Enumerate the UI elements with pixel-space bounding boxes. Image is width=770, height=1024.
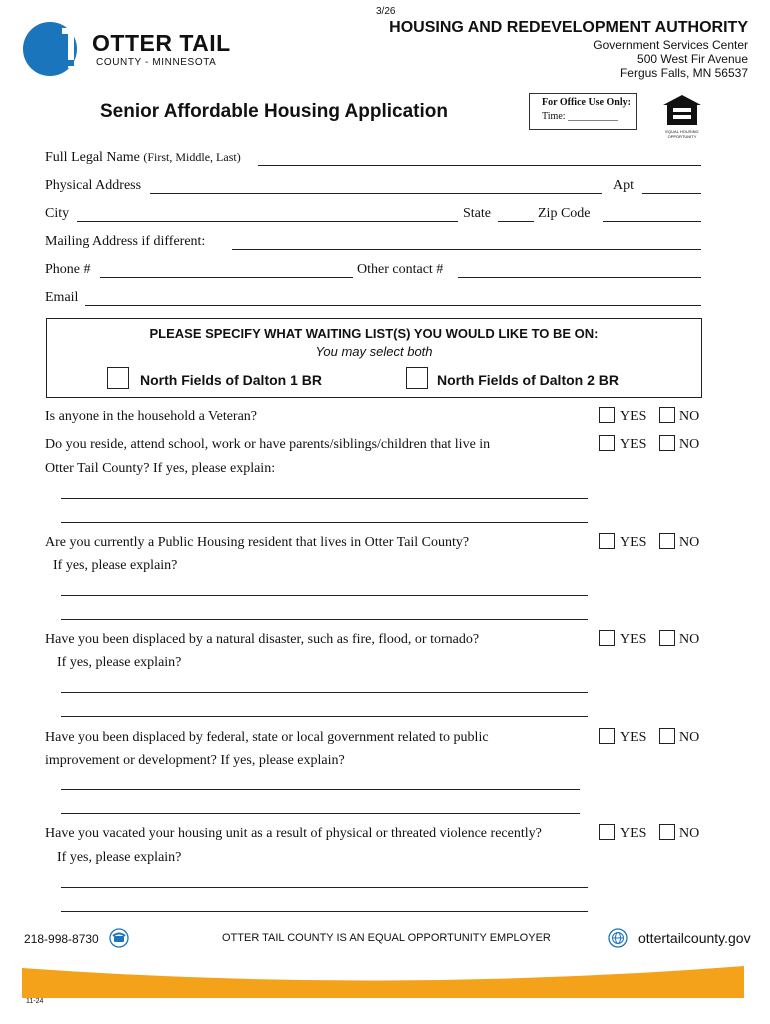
county-ties-yes-label: YES [620,437,647,452]
county-ties-question: Do you reside, attend school, work or have parents/siblings/children that live in [45,437,491,452]
logo-name: OTTER TAIL [92,30,231,56]
violence-question: Have you vacated your housing unit as a result of physical or threated violence recently? [45,826,542,841]
public-housing-yes-checkbox[interactable] [599,533,615,549]
violence-no-checkbox[interactable] [659,824,675,840]
page-title: Senior Affordable Housing Application [100,101,448,122]
violence-explain-prompt: If yes, please explain? [57,850,182,865]
zip-label: Zip Code [538,206,591,221]
zip-field[interactable] [603,221,701,222]
public-housing-explain-line-2[interactable] [61,619,588,620]
form-code: 11-24 [26,998,44,1005]
dalton-1br-checkbox[interactable] [107,367,129,389]
mailing-address-label: Mailing Address if different: [45,234,206,249]
government-displacement-explain-prompt: improvement or development? If yes, please explain? [45,753,345,768]
full-name-label [45,150,241,166]
page-code: 3/26 [376,6,396,17]
physical-address-field[interactable] [150,193,602,194]
footer-phone: 218-998-8730 [24,932,99,946]
equal-housing-text: EQUAL HOUSING OPPORTUNITY [665,129,699,139]
natural-disaster-explain-line-1[interactable] [61,692,588,693]
apt-field[interactable] [642,193,701,194]
veteran-no-label: NO [679,409,700,424]
phone-icon [109,928,129,948]
state-field[interactable] [498,221,534,222]
county-ties-explain-prompt: Otter Tail County? If yes, please explain: [45,461,276,476]
veteran-yes-checkbox[interactable] [599,407,615,423]
phone-field[interactable] [100,277,353,278]
natural-disaster-yes-checkbox[interactable] [599,630,615,646]
office-use-box [529,93,637,130]
footer-website: ottertailcounty.gov [638,930,751,946]
office-use-heading: For Office Use Only: [542,97,631,108]
address-line-3: Fergus Falls, MN 56537 [619,66,748,80]
violence-explain-line-1[interactable] [61,887,588,888]
waiting-list-subheading: You may select both [315,344,433,359]
violence-yes-label: YES [620,826,647,841]
government-displacement-yes-label: YES [620,730,647,745]
waiting-list-box [46,318,702,398]
waiting-list-heading: PLEASE SPECIFY WHAT WAITING LIST(S) YOU WOULD LIKE TO BE ON: [149,326,599,341]
violence-explain-line-2[interactable] [61,911,588,912]
full-name-hint: (First, Middle, Last) [143,150,241,164]
veteran-no-checkbox[interactable] [659,407,675,423]
government-displacement-no-label: NO [679,730,700,745]
public-housing-no-checkbox[interactable] [659,533,675,549]
footer-eoe-statement: OTTER TAIL COUNTY IS AN EQUAL OPPORTUNITY EMPLOYER [222,932,551,944]
full-name-text: Full Legal Name [45,150,140,165]
other-contact-field[interactable] [458,277,701,278]
city-field[interactable] [77,221,458,222]
dalton-2br-checkbox[interactable] [406,367,428,389]
government-displacement-question: Have you been displaced by federal, state or local government related to public [45,730,489,745]
natural-disaster-question: Have you been displaced by a natural disaster, such as fire, flood, or tornado? [45,632,480,647]
public-housing-explain-prompt: If yes, please explain? [53,558,178,573]
public-housing-no-label: NO [679,535,700,550]
footer-accent-band [22,962,744,1004]
office-use-time: Time: __________ [542,111,619,122]
dalton-1br-label: North Fields of Dalton 1 BR [140,372,322,388]
public-housing-yes-label: YES [620,535,647,550]
address-line-2: 500 West Fir Avenue [637,52,748,66]
full-name-field[interactable] [258,165,701,166]
state-label: State [463,206,491,221]
government-displacement-no-checkbox[interactable] [659,728,675,744]
natural-disaster-no-label: NO [679,632,700,647]
county-ties-no-checkbox[interactable] [659,435,675,451]
natural-disaster-yes-label: YES [620,632,647,647]
email-field[interactable] [85,305,701,306]
county-ties-no-label: NO [679,437,700,452]
natural-disaster-explain-line-2[interactable] [61,716,588,717]
mailing-address-field[interactable] [232,249,701,250]
email-label: Email [45,290,79,305]
agency-name: HOUSING AND REDEVELOPMENT AUTHORITY [389,19,748,36]
government-displacement-explain-line-2[interactable] [61,813,580,814]
public-housing-question: Are you currently a Public Housing resident that lives in Otter Tail County? [45,535,470,550]
apt-label: Apt [613,178,634,193]
phone-label: Phone # [45,262,91,277]
county-ties-explain-line-2[interactable] [61,522,588,523]
dalton-2br-label: North Fields of Dalton 2 BR [437,372,619,388]
government-displacement-explain-line-1[interactable] [61,789,580,790]
logo-subtitle: COUNTY - MINNESOTA [96,57,217,68]
physical-address-label: Physical Address [45,178,142,193]
city-label: City [45,206,70,221]
violence-yes-checkbox[interactable] [599,824,615,840]
violence-no-label: NO [679,826,700,841]
veteran-question: Is anyone in the household a Veteran? [45,409,258,424]
equal-housing-icon [661,93,703,127]
county-ties-explain-line-1[interactable] [61,498,588,499]
county-ties-yes-checkbox[interactable] [599,435,615,451]
globe-icon [608,928,628,948]
veteran-yes-label: YES [620,409,647,424]
otter-tail-logo-icon [22,20,82,78]
natural-disaster-no-checkbox[interactable] [659,630,675,646]
natural-disaster-explain-prompt: If yes, please explain? [57,655,182,670]
government-displacement-yes-checkbox[interactable] [599,728,615,744]
other-contact-label: Other contact # [357,262,444,277]
public-housing-explain-line-1[interactable] [61,595,588,596]
address-line-1: Government Services Center [593,38,748,52]
